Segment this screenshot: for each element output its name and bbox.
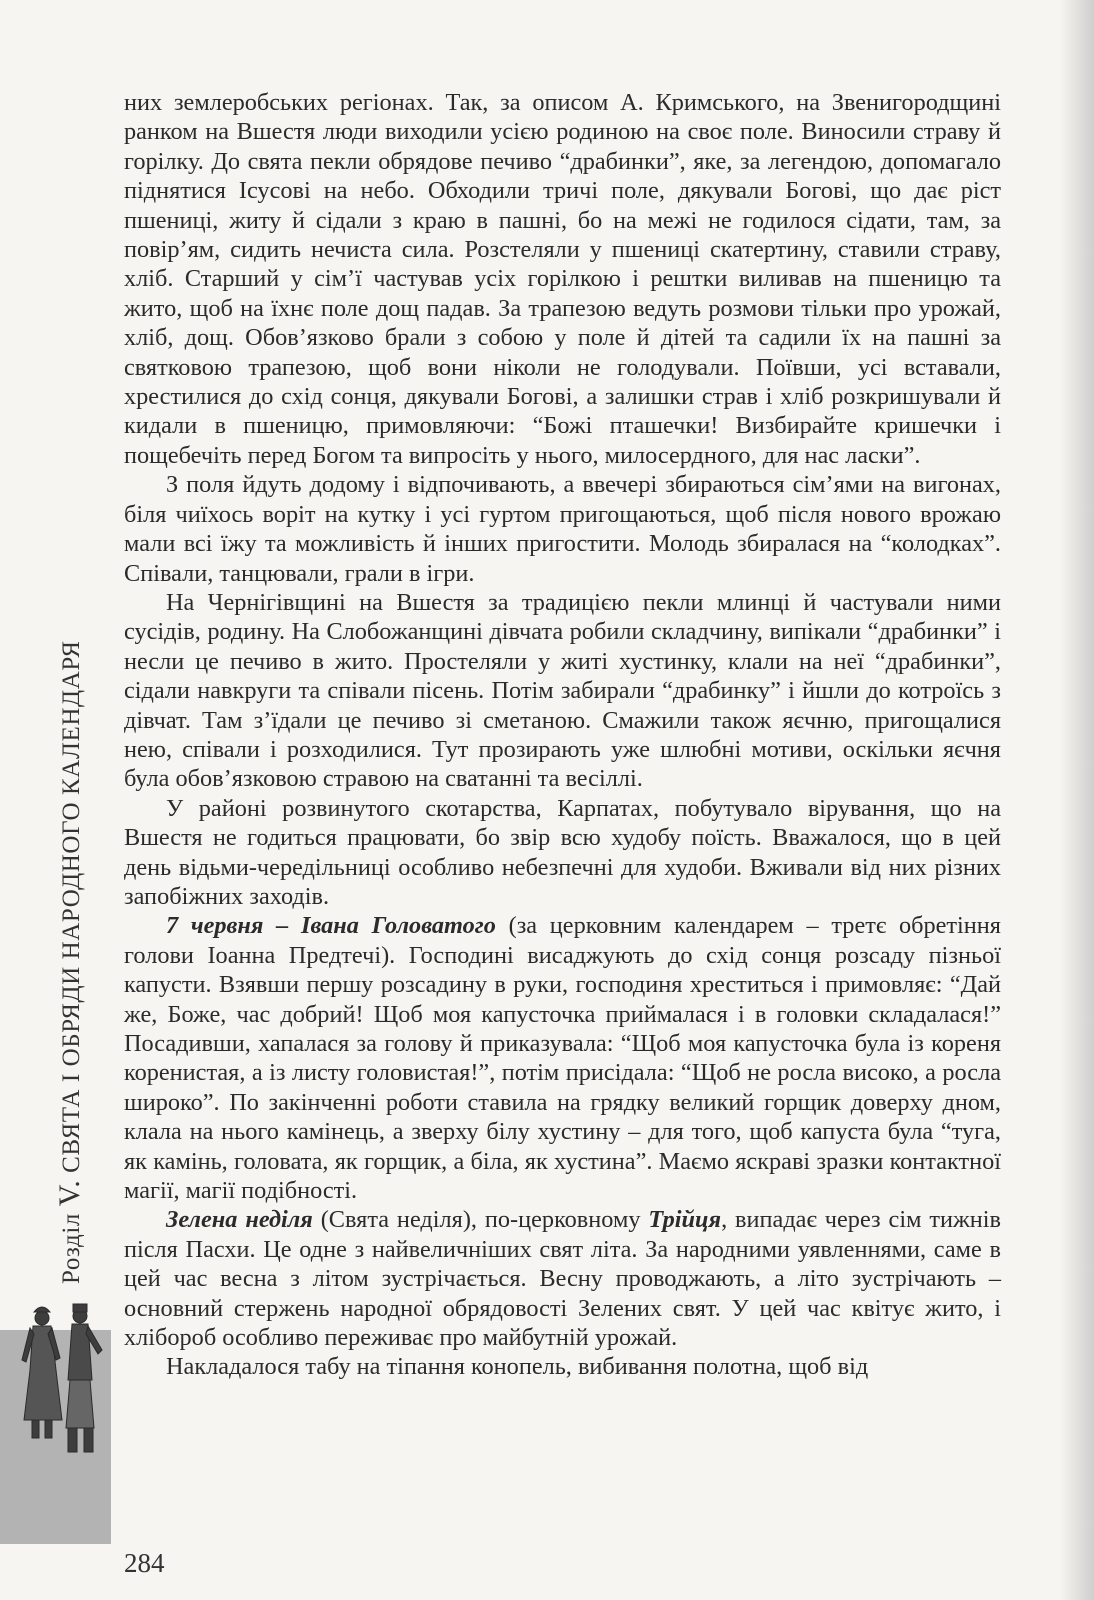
- page-number: 284: [124, 1548, 165, 1578]
- paragraph: [124, 1205, 1001, 1352]
- paragraph-body: (за церковним календарем – третє обретіння голови Іоанна Предтечі). Господині висаджують до схід сонця розсаду пізньої капусти. Взявши першу розсадину в руки, господиня хреститься і примовляє: “Дай же, Боже, час добрий! Щоб моя капусточка приймалася і в головки складалася!” Посадивши, хапалася за голову й приказувала: “Щоб моя капусточка була із кореня коренистая, а із листу головистая!”, потім присідала: “Щоб не росла високо, а росла широко”. По закінченні роботи ставила на грядку великий горщик доверху дном, клала на нього камінець, а зверху білу хустину – для того, щоб капуста була “туга, як камінь, головата, як горщик, а біла, як хустина”. Маємо яскраві зразки контактної магії, магії подібності.: [124, 912, 1001, 1205]
- paragraph: них землеробських регіонах. Так, за описом А. Кримського, на Звенигородщині ранком на Вшестя люди виходили усією родиною на своє поле. Виносили страву й горілку. До свята пекли обрядове печиво “драбинки”, яке, за легендою, допомагало піднятися Ісусові на небо. Обходили тричі поле, дякували Богові, що дає ріст пшениці, житу й сідали з краю в пашні, бо на межі не годилося сідати, там, за повір’ям, сидить нечиста сила. Розстеляли у пшениці скатертину, ставили страву, хліб. Старший у сім’ї частував усіх горілкою і рештки виливав на пшеницю та жито, щоб на їхнє поле дощ падав. За трапезою ведуть розмови тільки про урожай, хліб, дощ. Обов’язково брали з собою у поле й дітей та садили їх на пашні за святковою трапезою, щоб вони ніколи не голодували. Поївши, усі вставали, хрестилися до схід сонця, дякували Богові, а залишки страв і хліб розкришували й кидали в пшеницю, примовляючи: “Божі пташечки! Визбирайте кришечки і пощебечіть перед Богом та випросіть у нього, милосердного, для нас ласки”.: [124, 89, 1001, 469]
- date-heading: 7 червня – Івана Головатого: [166, 912, 496, 940]
- paragraph-body: , випадає через сім тижнів після Пасхи. Це одне з найвеличніших свят літа. За народними уявленнями, саме в цей час весна з літом зустрічається. Весну проводжають, а літо зустрічають – основний стержень народної обрядовості Зелених свят. У цей час квітує жито, і хлібороб особливо переживає про майбутній урожай.: [124, 1206, 1001, 1352]
- holiday-heading: Зелена неділя: [166, 1206, 313, 1234]
- main-text-column: [124, 88, 1001, 1382]
- paragraph: Накладалося табу на тіпання конопель, вибивання полотна, щоб від: [166, 1353, 869, 1381]
- paragraph: На Чернігівщині на Вшестя за традицією пекли млинці й частували ними сусідів, родину. На Слобожанщині дівчата робили складчину, випікали “драбинки” і несли це печиво в жито. Простеляли у житі хустинку, клали на неї “драбинки”, сідали навкруги та співали пісень. Потім забирали “драбинку” і йшли до котроїсь з дівчат. Там з’їдали це печиво зі сметаною. Смажили також яєчню, пригощалися нею, співали і розходилися. Тут прозирають уже шлюбні мотиви, оскільки яєчня була обов’язковою стравою на сватанні та весіллі.: [124, 588, 1001, 793]
- folk-couple-illustration: [18, 1300, 108, 1460]
- page-edge-shadow: [1060, 0, 1094, 1600]
- holiday-heading: Трійця: [648, 1206, 722, 1234]
- paragraph: З поля йдуть додому і відпочивають, а ввечері збираються сім’ями на вигонах, біля чиїхось воріт на кутку і усі гуртом пригощаються, щоб після нового врожаю мали всі їжу та можливість й інших пригостити. Молодь збиралася на “колодках”. Співали, танцювали, грали в ігри.: [124, 471, 1001, 587]
- paragraph: У районі розвинутого скотарства, Карпатах, побутувало вірування, що на Вшестя не годиться працювати, бо звір всю худобу поїсть. Вважалося, що в цей день відьми-чередільниці особливо небезпечні для худоби. Вживали від них різних запобіжних заходів.: [124, 794, 1001, 910]
- side-title-roman: V.: [53, 1179, 86, 1207]
- paragraph: [124, 911, 1001, 1205]
- paragraph-body: (Свята неділя), по-церковному: [312, 1206, 649, 1234]
- side-title-prefix: Розділ: [58, 1206, 85, 1284]
- side-title-text: СВЯТА І ОБРЯДИ НАРОДНОГО КАЛЕНДАРЯ: [58, 640, 85, 1180]
- running-section-title: [53, 640, 87, 1284]
